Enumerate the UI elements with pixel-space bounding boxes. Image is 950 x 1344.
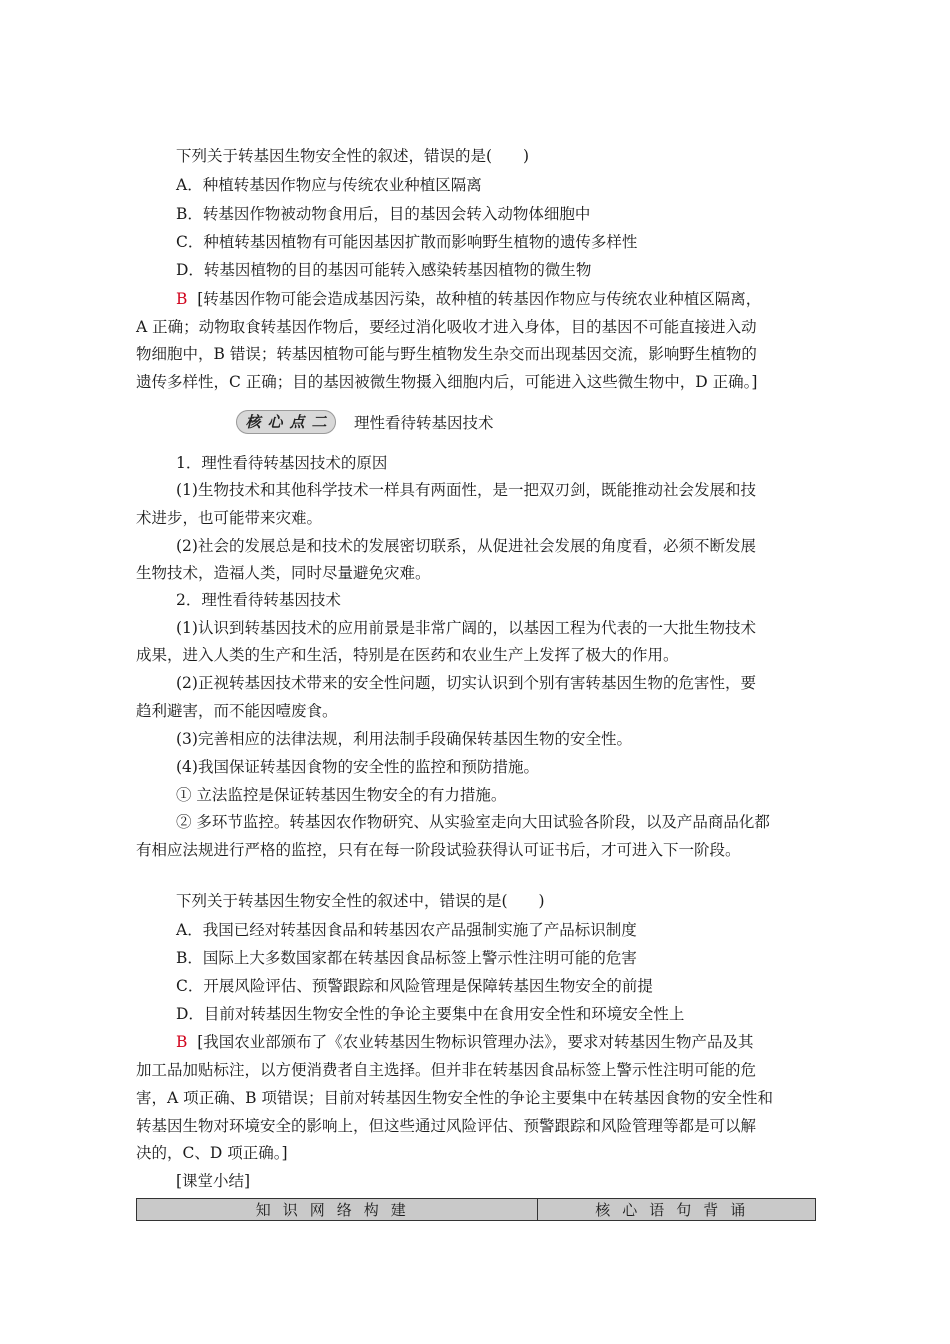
question-2-explanation-3: 害，A 项正确、B 项错误；目前对转基因生物安全性的争论主要集中在转基因食物的安全性和 <box>136 1089 773 1107</box>
content-line-5: 生物技术，造福人类，同时尽量避免灾难。 <box>136 564 431 582</box>
question-2-option-c: C．开展风险评估、预警跟踪和风险管理是保障转基因生物安全的前提 <box>176 977 653 995</box>
section-badge <box>236 410 336 434</box>
content-line-8: 成果，进入人类的生产和生活，特别是在医药和农业生产上发挥了极大的作用。 <box>136 646 679 664</box>
knowledge-network-header: 知识网络构建 <box>137 1199 538 1221</box>
content-line-1: 1．理性看待转基因技术的原因 <box>176 454 388 472</box>
section-title: 理性看待转基因技术 <box>354 414 494 432</box>
summary-table <box>136 1198 816 1221</box>
content-line-13: ① 立法监控是保证转基因生物安全的有力措施。 <box>176 786 507 804</box>
question-1-stem: 下列关于转基因生物安全性的叙述，错误的是( ) <box>176 147 530 165</box>
content-line-14: ② 多环节监控。转基因农作物研究、从实验室走向大田试验各阶段，以及产品商品化都 <box>176 813 770 831</box>
summary-label: [课堂小结] <box>176 1172 251 1190</box>
content-line-7: (1)认识到转基因技术的应用前景是非常广阔的，以基因工程为代表的一大批生物技术 <box>176 619 756 637</box>
content-line-2: (1)生物技术和其他科学技术一样具有两面性，是一把双刃剑，既能推动社会发展和技 <box>176 481 756 499</box>
question-1-answer-letter: B <box>176 290 188 308</box>
content-line-4: (2)社会的发展总是和技术的发展密切联系，从促进社会发展的角度看，必须不断发展 <box>176 537 756 555</box>
question-1-option-a: A．种植转基因作物应与传统农业种植区隔离 <box>176 176 482 194</box>
question-1-explanation-2: A 正确；动物取食转基因作物后，要经过消化吸收才进入身体，目的基因不可能直接进入动 <box>136 318 757 336</box>
summary-header-row <box>137 1199 816 1221</box>
badge-char: 二 <box>311 413 327 431</box>
content-line-12: (4)我国保证转基因食物的安全性的监控和预防措施。 <box>176 758 539 776</box>
badge-char: 核 <box>245 413 261 431</box>
question-2-option-a: A．我国已经对转基因食品和转基因农产品强制实施了产品标识制度 <box>176 921 637 939</box>
badge-char: 点 <box>289 413 305 431</box>
content-line-15: 有相应法规进行严格的监控，只有在每一阶段试验获得认可证书后，才可进入下一阶段。 <box>136 841 741 859</box>
content-line-3: 术进步，也可能带来灾难。 <box>136 509 323 527</box>
question-2-stem: 下列关于转基因生物安全性的叙述中，错误的是( ) <box>176 892 545 910</box>
core-sentences-header: 核心语句背诵 <box>537 1199 815 1221</box>
question-2-answer-line <box>176 1032 754 1052</box>
question-1-explanation-1: [转基因作物可能会造成基因污染，故种植的转基因作物应与传统农业种植区隔离， <box>197 290 762 308</box>
question-1-explanation-3: 物细胞中，B 错误；转基因植物可能与野生植物发生杂交而出现基因交流，影响野生植物的 <box>136 345 757 363</box>
badge-char: 心 <box>267 413 283 431</box>
question-1-explanation-4: 遗传多样性，C 正确；目的基因被微生物摄入细胞内后，可能进入这些微生物中，D 正确。] <box>136 373 758 391</box>
question-2-answer-letter: B <box>176 1033 188 1051</box>
content-line-10: 趋利避害，而不能因噎废食。 <box>136 702 338 720</box>
section-heading <box>236 410 494 434</box>
content-line-9: (2)正视转基因技术带来的安全性问题，切实认识到个别有害转基因生物的危害性，要 <box>176 674 756 692</box>
question-2-explanation-2: 加工品加贴标注，以方便消费者自主选择。但并非在转基因食品标签上警示性注明可能的危 <box>136 1061 757 1079</box>
content-line-11: (3)完善相应的法律法规，利用法制手段确保转基因生物的安全性。 <box>176 730 632 748</box>
question-2-explanation-1: [我国农业部颁布了《农业转基因生物标识管理办法》，要求对转基因生物产品及其 <box>197 1033 754 1051</box>
question-2-explanation-5: 决的，C、D 项正确。] <box>136 1144 288 1162</box>
question-1-answer-line <box>176 289 761 309</box>
question-1-option-c: C．种植转基因植物有可能因基因扩散而影响野生植物的遗传多样性 <box>176 233 638 251</box>
question-2-option-b: B．国际上大多数国家都在转基因食品标签上警示性注明可能的危害 <box>176 949 637 967</box>
content-line-6: 2．理性看待转基因技术 <box>176 591 341 609</box>
question-1-option-b: B．转基因作物被动物食用后，目的基因会转入动物体细胞中 <box>176 205 591 223</box>
question-2-option-d: D．目前对转基因生物安全性的争论主要集中在食用安全性和环境安全性上 <box>176 1005 685 1023</box>
question-1-option-d: D．转基因植物的目的基因可能转入感染转基因植物的微生物 <box>176 261 592 279</box>
question-2-explanation-4: 转基因生物对环境安全的影响上，但这些通过风险评估、预警跟踪和风险管理等都是可以解 <box>136 1117 757 1135</box>
